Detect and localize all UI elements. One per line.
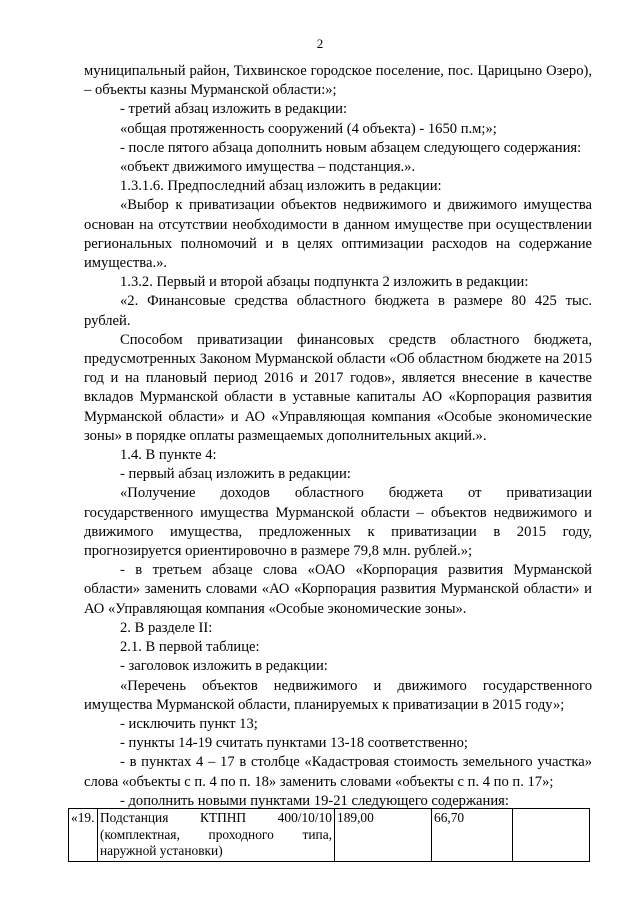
paragraph: - третий абзац изложить в редакции: (120, 101, 348, 118)
paragraph: 2.1. В первой таблице: (120, 639, 260, 656)
paragraph: - пункты 14-19 считать пунктами 13-18 соответственно; (120, 735, 468, 752)
paragraph: «Получение доходов областного бюджета от приватизации государственного имущества Мурманской области – объектов недвижимого и движимого имущества, предложенных к приватизации в 2015 году, прогнозируется ориентировочно в размере 79,8 млн. рублей.»; (84, 485, 592, 560)
paragraph: 2. В разделе II: (120, 619, 213, 636)
object-name-line: (комплектная, проходного типа, (100, 826, 332, 842)
paragraph: - дополнить новыми пунктами 19-21 следующего содержания: (120, 792, 509, 809)
value-cell-2: 66,70 (432, 809, 513, 862)
body-text (84, 62, 592, 811)
object-name-line: Подстанция КТПНП 400/10/10 (100, 810, 332, 825)
paragraph: Способом приватизации финансовых средств областного бюджета, предусмотренных Законом Мурманской области «Об областном бюджете на 2015 год и на плановый период 2016 и 2017 годов», является внесение в качестве вкладов Мурманской области в уставные капиталы АО «Корпорация развития Мурманской области» и АО «Управляющая компания «Особые экономические зоны» в порядке оплаты размещаемых дополнительных акций.». (84, 331, 592, 444)
paragraph: 1.3.1.6. Предпоследний абзац изложить в редакции: (120, 178, 442, 195)
property-table (68, 808, 590, 862)
paragraph: 1.4. В пункте 4: (120, 447, 217, 464)
page-number: 2 (316, 36, 324, 51)
paragraph: - исключить пункт 13; (120, 715, 258, 732)
value-cell-1: 189,00 (335, 809, 432, 862)
paragraph: 1.3.2. Первый и второй абзацы подпункта 2 изложить в редакции: (120, 274, 529, 291)
paragraph: «объект движимого имущества – подстанция.». (120, 159, 416, 176)
paragraph: «Перечень объектов недвижимого и движимого государственного имущества Мурманской области, планируемых к приватизации в 2015 году»; (84, 677, 592, 713)
value-cell-3 (513, 809, 590, 862)
paragraph: муниципальный район, Тихвинское городское поселение, пос. Царицыно Озеро), – объекты казны Мурманской области:»; (84, 63, 592, 99)
row-number-cell: «19. (69, 809, 98, 862)
paragraph: - первый абзац изложить в редакции: (120, 466, 351, 483)
object-name-line: наружной установки) (100, 843, 223, 858)
paragraph: «2. Финансовые средства областного бюджета в размере 80 425 тыс. рублей. (84, 293, 592, 329)
paragraph: - заголовок изложить в редакции: (120, 658, 328, 675)
paragraph: «Выбор к приватизации объектов недвижимого и движимого имущества основан на отсутствии необходимости в данном имуществе при осуществлении региональных полномочий и в целях оптимизации расходов на содержание имущества.». (84, 197, 592, 272)
paragraph: - в пунктах 4 – 17 в столбце «Кадастровая стоимость земельного участка» слова «объекты с п. 4 по п. 18» заменить словами «объекты с п. 4 по п. 17»; (84, 754, 592, 790)
paragraph: «общая протяженность сооружений (4 объекта) - 1650 п.м;»; (120, 120, 497, 137)
paragraph: - в третьем абзаце слова «ОАО «Корпорация развития Мурманской области» заменить словами «АО «Корпорация развития Мурманской области» и АО «Управляющая компания «Особые экономические зоны». (84, 562, 592, 617)
paragraph: - после пятого абзаца дополнить новым абзацем следующего содержания: (120, 139, 582, 156)
object-name-cell (98, 809, 335, 862)
table-row (69, 809, 590, 862)
